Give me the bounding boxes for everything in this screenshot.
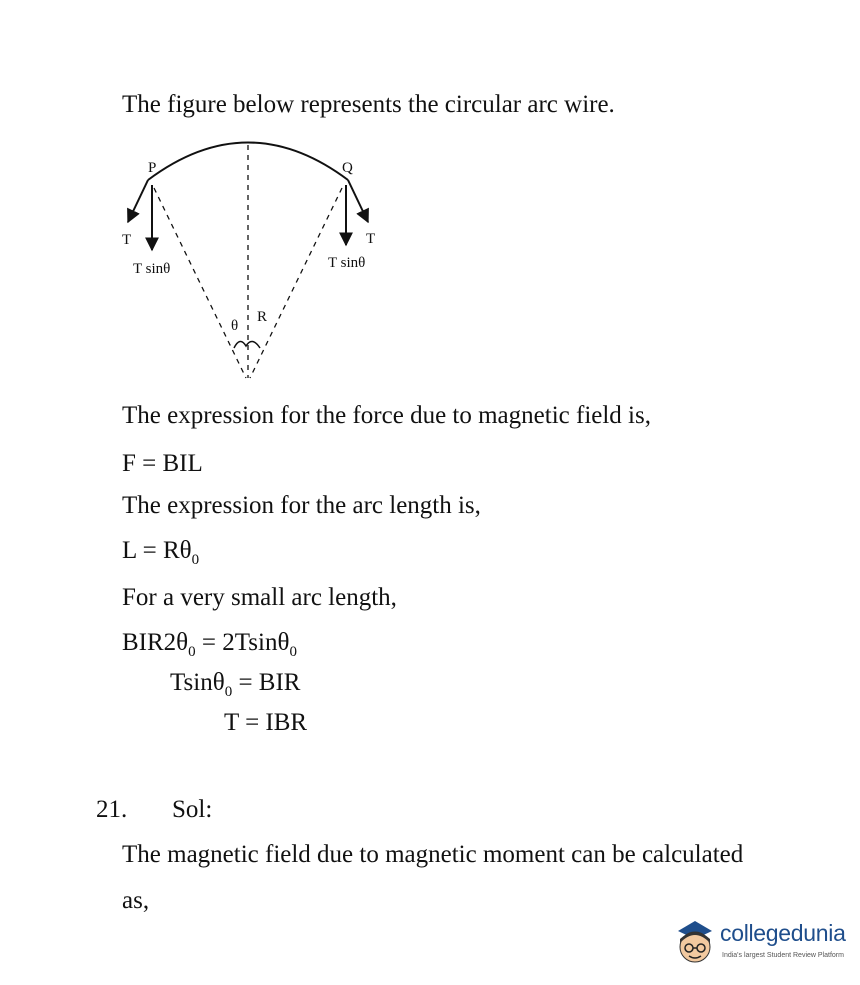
circular-arc-diagram bbox=[110, 140, 410, 390]
solution-line-2: as, bbox=[122, 887, 150, 914]
small-arc-text: For a very small arc length, bbox=[122, 584, 397, 611]
mascot-icon bbox=[672, 913, 718, 971]
collegedunia-logo bbox=[672, 913, 852, 973]
label-t-left: T bbox=[122, 232, 132, 248]
eq4-a: Tsinθ bbox=[170, 669, 225, 696]
label-tsin-right: T sinθ bbox=[328, 255, 366, 271]
tension-arrow-right bbox=[348, 180, 368, 222]
label-p: P bbox=[148, 160, 157, 176]
logo-name: collegedunia bbox=[720, 920, 846, 946]
question-number: 21. bbox=[96, 796, 128, 823]
eq2-main: L = Rθ bbox=[122, 537, 192, 564]
radius-right bbox=[250, 188, 342, 378]
eq3-b: = 2Tsinθ bbox=[195, 629, 290, 656]
eq4-b: = BIR bbox=[232, 669, 301, 696]
solution-label: Sol: bbox=[172, 796, 213, 823]
eq3-a-sub: 0 bbox=[188, 644, 196, 660]
equation-arc-length bbox=[122, 537, 200, 568]
radius-left bbox=[154, 188, 246, 378]
eq3-a: BIR2θ bbox=[122, 629, 189, 656]
tension-arrow-left bbox=[128, 180, 148, 222]
angle-arc bbox=[234, 341, 260, 348]
equation-force: F = BIL bbox=[122, 450, 203, 477]
arc-length-text: The expression for the arc length is, bbox=[122, 492, 481, 519]
eq3-b-sub: 0 bbox=[289, 644, 297, 660]
label-t-right: T bbox=[366, 231, 376, 247]
label-r: R bbox=[257, 309, 268, 325]
force-text: The expression for the force due to magnetic field is, bbox=[122, 402, 651, 429]
equation-result: T = IBR bbox=[224, 709, 308, 736]
eq4-a-sub: 0 bbox=[224, 684, 233, 700]
eq2-sub: 0 bbox=[191, 552, 200, 568]
equation-tension bbox=[170, 669, 301, 700]
intro-text: The figure below represents the circular arc wire. bbox=[122, 91, 615, 118]
label-q: Q bbox=[342, 160, 353, 176]
equation-balance bbox=[122, 629, 297, 660]
label-tsin-left: T sinθ bbox=[133, 261, 171, 277]
label-theta: θ bbox=[231, 318, 239, 334]
logo-tagline: India's largest Student Review Platform bbox=[722, 952, 844, 959]
solution-line-1: The magnetic field due to magnetic moment can be calculated bbox=[122, 841, 744, 868]
